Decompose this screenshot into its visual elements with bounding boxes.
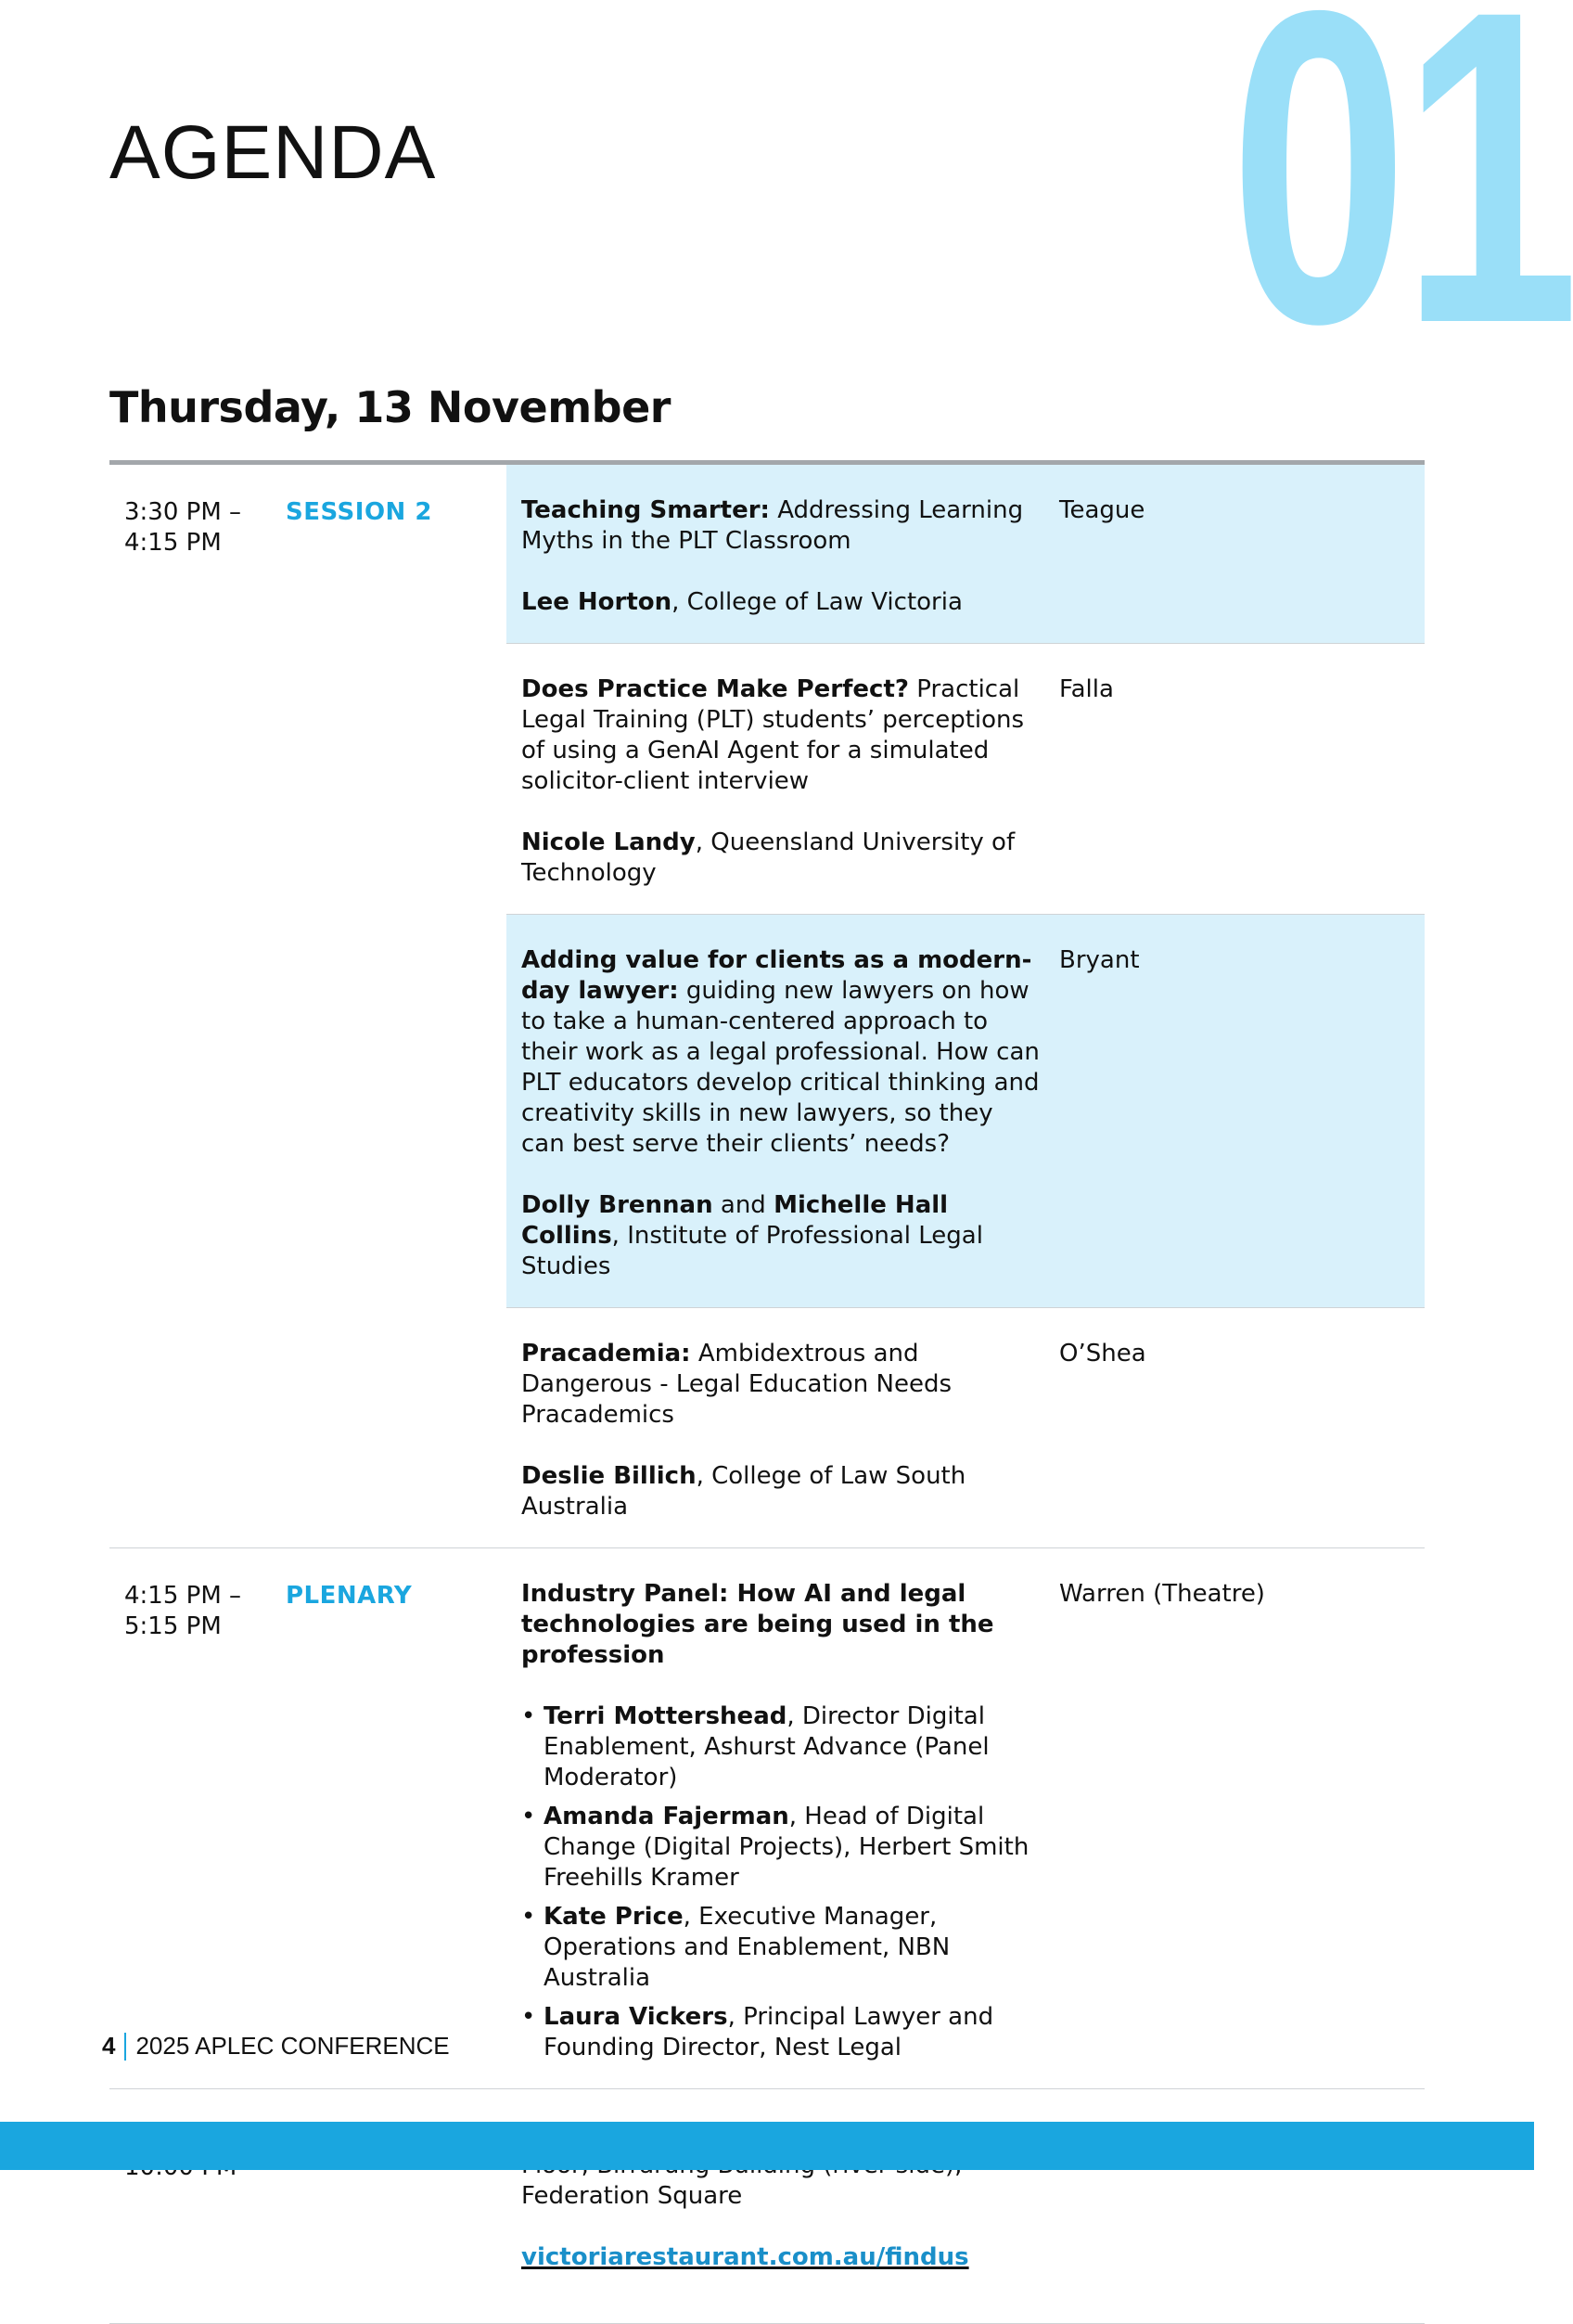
room: Bryant [1059,946,1140,974]
talk-speakers: Deslie Billich, College of Law South Australia [521,1462,966,1521]
talks [506,1548,1425,2088]
page-number: 4 [102,2032,116,2060]
bullet-icon: • [521,2003,536,2031]
bullet-icon: • [521,1803,536,1830]
talk-body [506,1339,1041,1522]
room: Falla [1059,675,1114,703]
talk-title: Pracademia: Ambidextrous and Dangerous - Legal Education Needs Pracademics [521,1340,953,1429]
list-item: • Kate Price, Executive Manager, Operations and Enablement, NBN Australia [521,1903,951,1992]
section-number: 01 [1230,0,1573,416]
talk-speakers: Nicole Landy, Queensland University of Technology [521,828,1016,887]
bottom-accent-bar [0,2122,1534,2170]
panelist-list [521,1701,1041,2063]
list-item: • Terri Mottershead, Director Digital Enablement, Ashurst Advance (Panel Moderator) [521,1702,990,1791]
venue-link[interactable]: victoriarestaurant.com.au/findus [521,2243,969,2271]
talk-title: Teaching Smarter: Addressing Learning Myths in the PLT Classroom [521,496,1024,555]
agenda-block-plenary [109,1548,1425,2089]
session-type: PLENARY [286,1582,413,1610]
talk-row [506,465,1425,644]
talk-row [506,1308,1425,1547]
talk-body [506,495,1041,618]
talk-row [506,644,1425,915]
bullet-icon: • [521,1702,536,1730]
session-type: SESSION 2 [286,498,432,526]
time-slot: 4:15 PM – 5:15 PM [124,1582,242,1640]
link-row [521,2242,1041,2273]
divider [124,2033,126,2061]
room: O’Shea [1059,1340,1146,1367]
talk-row [506,1548,1425,2088]
talk-body [506,1579,1041,2072]
bullet-icon: • [521,1903,536,1931]
room: Teague [1059,496,1145,524]
list-item: • Laura Vickers, Principal Lawyer and Founding Director, Nest Legal [521,2003,994,2061]
room: Warren (Theatre) [1059,1580,1265,1608]
venue: Federation Square [521,2182,743,2210]
date-heading: Thursday, 13 November [109,382,671,432]
panel-title: Industry Panel: How AI and legal technologies are being used in the profession [521,1580,994,1669]
talk-row [506,915,1425,1308]
page-footer [102,2032,450,2061]
agenda-block-session2 [109,465,1425,1548]
talk-body [506,945,1041,1282]
talk-speakers: Dolly Brennan and Michelle Hall Collins, Institute of Professional Legal Studies [521,1191,983,1280]
list-item: • Amanda Fajerman, Head of Digital Change (Digital Projects), Herbert Smith Freehills Kramer [521,1803,1029,1892]
time-slot: 3:30 PM – 4:15 PM [124,498,242,557]
talk-body [506,674,1041,889]
talks [506,465,1425,1547]
talk-speakers: Lee Horton, College of Law Victoria [521,588,963,616]
talk-title: Does Practice Make Perfect? Practical Legal Training (PLT) students’ perceptions of using a GenAI Agent for a simulated solicitor-client interview [521,675,1025,795]
footer-label: 2025 APLEC CONFERENCE [135,2032,450,2060]
page-title: AGENDA [109,110,437,195]
talk-title: Adding value for clients as a modern-day lawyer: guiding new lawyers on how to take a human-centered approach to their work as a legal professional. How can PLT educators develop critical thinking and creativity skills in new lawyers, so they can best serve their clients’ needs? [521,946,1040,1158]
